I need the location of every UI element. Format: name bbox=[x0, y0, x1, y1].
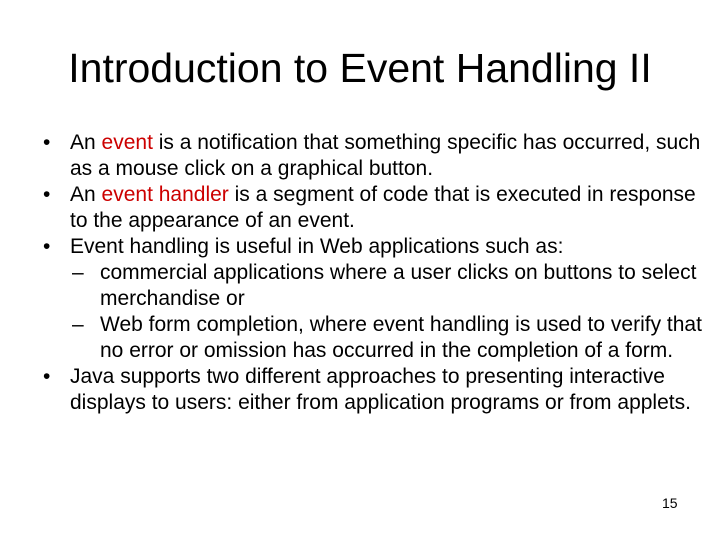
sub-item-text: Web form completion, where event handling is used to verify that no error or omission has occurred in the completion of a form. bbox=[100, 313, 702, 362]
page-number: 15 bbox=[662, 495, 678, 511]
bullet-item-java-approaches bbox=[40, 364, 718, 416]
bullet-item-event-handler bbox=[40, 182, 718, 234]
sub-bullet-marker: – bbox=[72, 261, 84, 284]
highlight-term-event-handler: event handler bbox=[101, 183, 229, 206]
highlight-term-event: event bbox=[101, 131, 153, 154]
bullet-text-post: is a segment of code that is executed in response to the appearance of an event. bbox=[70, 183, 696, 232]
bullet-marker: • bbox=[43, 365, 51, 388]
sub-bullet-marker: – bbox=[72, 313, 84, 336]
sub-item-commercial-applications bbox=[40, 260, 718, 312]
sub-item-text: commercial applications where a user clicks on buttons to select merchandise or bbox=[100, 261, 697, 310]
bullet-text-post: is a notification that something specific has occurred, such as a mouse click on a graphical button. bbox=[70, 131, 701, 180]
bullet-marker: • bbox=[43, 235, 51, 258]
slide-body bbox=[40, 130, 718, 416]
sub-item-web-form-completion bbox=[40, 312, 718, 364]
bullet-text: Event handling is useful in Web applications such as: bbox=[70, 235, 564, 258]
bullet-text: Java supports two different approaches to presenting interactive displays to users: either from application programs or from applets. bbox=[70, 365, 691, 414]
bullet-text-pre: An bbox=[70, 131, 102, 154]
bullet-text-pre: An bbox=[70, 183, 102, 206]
bullet-item-event-handling-uses bbox=[40, 234, 718, 260]
bullet-marker: • bbox=[43, 183, 51, 206]
bullet-item-event bbox=[40, 130, 718, 182]
bullet-marker: • bbox=[43, 131, 51, 154]
slide-title: Introduction to Event Handling II bbox=[68, 45, 652, 91]
